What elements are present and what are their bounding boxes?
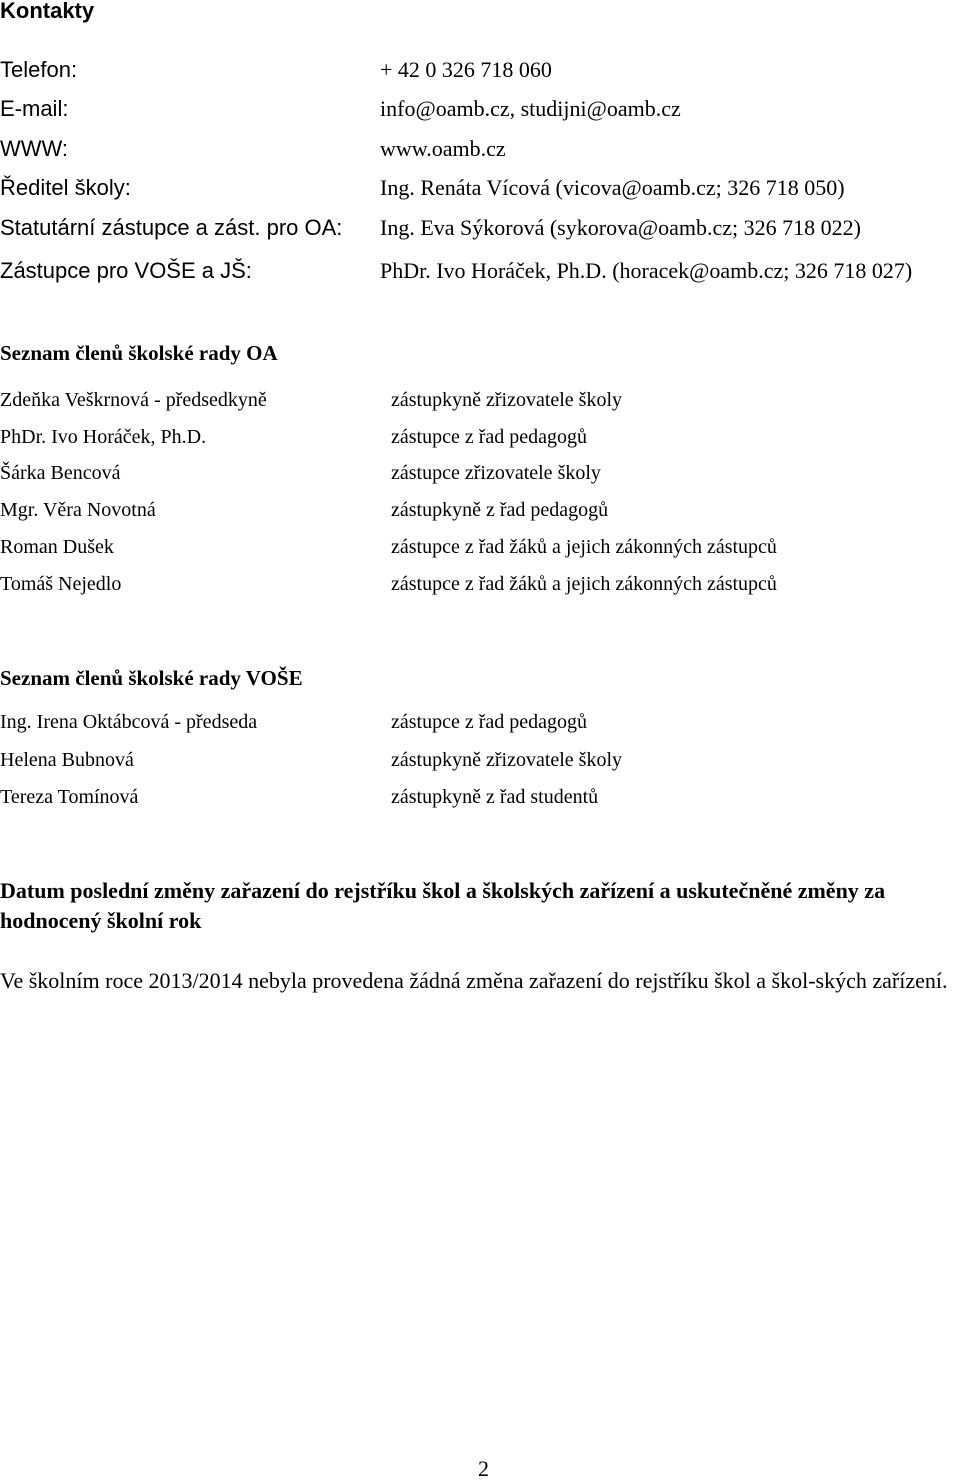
contact-label-deputy-oa: Statutární zástupce a zást. pro OA: xyxy=(0,215,343,240)
council-oa-member-role: zástupce z řad žáků a jejich zákonných zástupců xyxy=(391,536,777,558)
contact-value-phone: + 42 0 326 718 060 xyxy=(380,57,552,82)
council-vose-member-role: zástupkyně zřizovatele školy xyxy=(391,749,623,771)
council-oa-member-name: Šárka Bencová xyxy=(0,462,121,484)
contact-label-deputy-vose: Zástupce pro VOŠE a JŠ: xyxy=(0,258,252,283)
contact-value-deputy-oa: Ing. Eva Sýkorová (sykorova@oamb.cz; 326 718 022) xyxy=(380,215,861,240)
council-oa-member-role: zástupce zřizovatele školy xyxy=(391,462,601,484)
council-oa-member-role: zástupkyně z řad pedagogů xyxy=(391,499,609,521)
council-vose-member-name: Tereza Tomínová xyxy=(0,786,139,808)
contact-value-www: www.oamb.cz xyxy=(380,136,506,161)
council-oa-member-role: zástupkyně zřizovatele školy xyxy=(391,389,623,411)
page-number: 2 xyxy=(478,1456,489,1481)
council-oa-member-name: PhDr. Ivo Horáček, Ph.D. xyxy=(0,426,207,448)
council-vose-title: Seznam členů školské rady VOŠE xyxy=(0,666,303,690)
contact-value-director: Ing. Renáta Vícová (vicova@oamb.cz; 326 718 050) xyxy=(380,175,845,200)
contact-value-email: info@oamb.cz, studijni@oamb.cz xyxy=(380,96,681,121)
council-oa-member-role: zástupce z řad žáků a jejich zákonných zástupců xyxy=(391,573,777,595)
council-vose-member-name: Helena Bubnová xyxy=(0,749,134,771)
council-vose-member-role: zástupkyně z řad studentů xyxy=(391,786,599,808)
registry-change-text: Ve školním roce 2013/2014 nebyla provedena žádná změna zařazení do rejstříku škol a škol-ských zařízení. xyxy=(0,968,948,993)
council-oa-member-name: Zdeňka Veškrnová - předsedkyně xyxy=(0,389,267,411)
council-oa-title: Seznam členů školské rady OA xyxy=(0,341,278,365)
page-title: Kontakty xyxy=(0,0,95,23)
council-oa-member-name: Tomáš Nejedlo xyxy=(0,573,122,595)
council-oa-member-name: Roman Dušek xyxy=(0,536,114,558)
contact-label-phone: Telefon: xyxy=(0,57,78,82)
registry-change-heading: Datum poslední změny zařazení do rejstříku škol a školských zařízení a uskutečněné změny za hodnocený školní rok xyxy=(0,878,886,933)
council-oa-member-name: Mgr. Věra Novotná xyxy=(0,499,156,521)
council-oa-member-role: zástupce z řad pedagogů xyxy=(391,426,588,448)
contact-value-deputy-vose: PhDr. Ivo Horáček, Ph.D. (horacek@oamb.cz; 326 718 027) xyxy=(380,258,913,283)
contact-label-email: E-mail: xyxy=(0,96,69,121)
council-vose-member-name: Ing. Irena Oktábcová - předseda xyxy=(0,711,258,733)
contact-label-www: WWW: xyxy=(0,136,69,161)
council-vose-member-role: zástupce z řad pedagogů xyxy=(391,711,588,733)
contact-label-director: Ředitel školy: xyxy=(0,175,131,200)
